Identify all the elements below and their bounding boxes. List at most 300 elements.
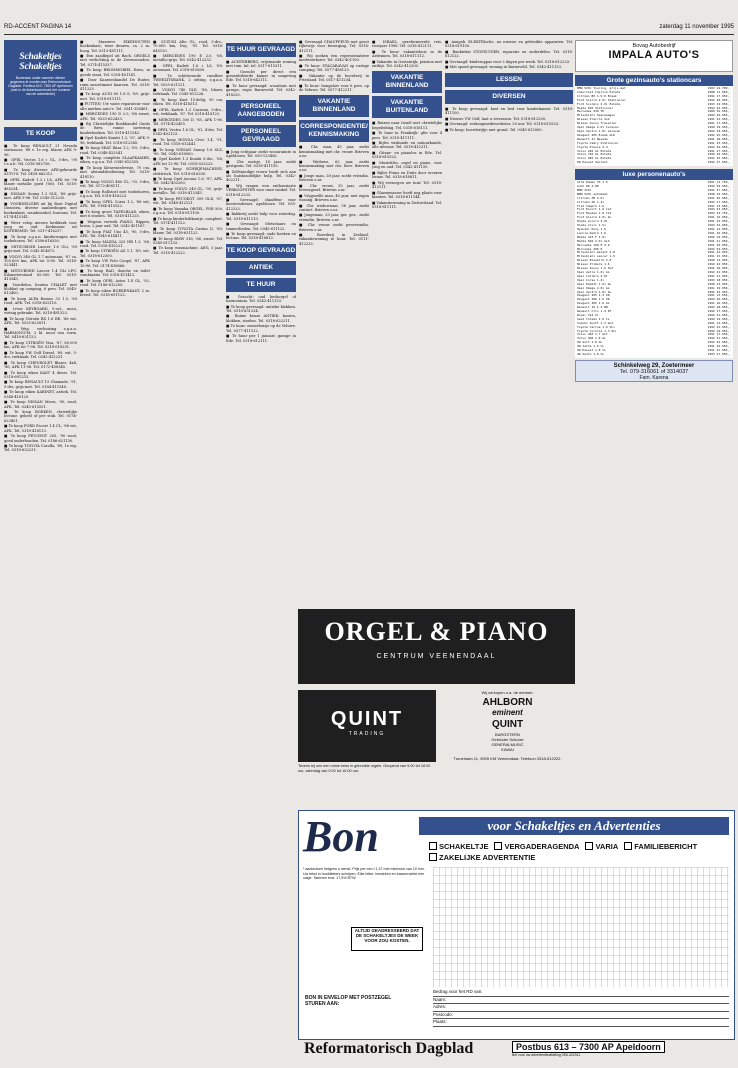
brand-list xyxy=(440,690,575,802)
car-price: 1992 42.950,- xyxy=(707,144,731,149)
car-price: 1992 27.950,- xyxy=(707,160,731,165)
car-model: Ford Escort 1.6 CLX xyxy=(577,207,612,212)
section-te-huur-gevraagd: TE HUUR GEVRAAGD xyxy=(226,43,296,57)
ad-list xyxy=(445,40,573,70)
classified-ad: ■ Te koop RENAULT 19 Chamade, '91, 5-drs, grijs-met. Tel. 0184-411540. xyxy=(4,380,77,389)
car-model: Opel Astra 1.6i GL xyxy=(577,269,610,274)
classified-ad: ■ Te koop MAZDA 323 HB 1.3, '88, rood. Tel. 0316-415221. xyxy=(80,239,150,248)
classified-ad: ■ Vakantiewoning in Zwitserland. Tel. 0318-611111. xyxy=(372,200,442,209)
classified-ad: ■ Te huur: zomerhuisje op de Veluwe. Tel. 0577-411122. xyxy=(226,324,296,333)
classified-ad: ■ Massieve EIKEHOUTEN boekenkast, twee deuren, ca. 2 m. hoog. Tel. 0313-481111. xyxy=(80,40,150,53)
car-price: 1991 17.950,- xyxy=(707,121,731,126)
car-model: Hyundai Pony 1.5 xyxy=(577,227,606,231)
ad-list xyxy=(299,40,369,92)
category-checkbox[interactable]: ZAKELIJKE ADVERTENTIE xyxy=(429,852,535,863)
ad-list xyxy=(226,60,296,97)
classified-ad: ■ Te huur in Frankrijk: gîte voor 4 pers. Tel. 0318-411111. xyxy=(372,131,442,140)
category-checkbox[interactable]: VARIA xyxy=(585,841,618,852)
brand-item: GENERALMUSIC xyxy=(491,742,524,747)
car-price: 1993 34.950,- xyxy=(707,101,731,106)
classified-ad: ■ Te koop VOLVO 240 GL, '90, grijs-metallic. Tel. 0318-412345. xyxy=(153,187,223,196)
car-model: Opel Omega 2.0i GL xyxy=(577,285,610,290)
classified-ad: ■ Te koop VOLVO 460 GL, '93, 5-drs, wit. Tel. 0172-408111. xyxy=(80,180,150,189)
section-diversen: DIVERSEN xyxy=(445,90,573,104)
order-form xyxy=(298,810,735,1040)
ad-list xyxy=(226,295,296,343)
bon-headline: voor Schakeltjes en Advertenties xyxy=(419,817,729,835)
bon-notice: ALTIJD GEADRESSEERD DAT DE SCHAKELTJES DE WEEK VOOR ZOU KOSTEN. xyxy=(351,927,423,951)
classified-ad: ■ Te huur: STACARAVAN op rustige camping. Tel. 0577-456123. xyxy=(299,64,369,73)
car-model: Ford Sierra 2.0i GL xyxy=(577,215,612,220)
car-price: 1993 18.950,- xyxy=(707,277,731,282)
car-model: VW Passat 1.8 CL xyxy=(577,348,606,353)
car-model: Alfa Romeo 33 1.5 xyxy=(577,180,608,185)
bon-instructions: * aankruisen hetgeen u wenst. Prijs per mm f 1,37 met minimum van 10 mm. Uw tekst in hoofdletters schrijven. Elke letter, leesteken en tussenruimte een vakje. Tarieven excl. 17,5% BTW. xyxy=(303,867,425,880)
car-price: 1990 32.950,- xyxy=(707,191,731,196)
classified-ad: ■ Gevraagd: Metselaars en timmerlieden. Tel. 0345-611122. xyxy=(226,222,296,231)
car-price: 1991 31.950,- xyxy=(707,273,731,278)
car-price: 1991 21.950,- xyxy=(707,250,731,255)
classified-ad: ■ ISRAËL, gereformeerde reis, voorjaar 1996. Tel. 0318-412111. xyxy=(372,40,442,49)
car-price: 1991 27.950,- xyxy=(707,187,731,192)
car-model: Opel Calibra 2.0i xyxy=(577,273,608,278)
car-price: 1993 24.950,- xyxy=(707,223,731,228)
classified-ad: ■ Te koop complete SLAAPKAMER, eiken, z.g.a.n. Tel. 0345-612555. xyxy=(80,156,150,165)
car-model: Toyota Camry Stationcar xyxy=(577,140,619,145)
classified-ad: ■ Te koop kleurentelevisie, 70 cm, met afstandsbediening. Tel. 0318-418110. xyxy=(80,165,150,179)
car-price: 1992 19.950,- xyxy=(707,128,731,133)
car-price: 1991 21.950,- xyxy=(707,238,731,243)
ad-list xyxy=(372,121,442,209)
classified-ad: ■ Te koop gevraagd: oude boeken en lectuur. Tel. 0318-418812. xyxy=(226,232,296,241)
classified-ad: ■ VOLVO 740 GLE, '88, blauw, trekhaak. Tel. 0345-612226. xyxy=(153,88,223,97)
car-price: 1993 44.700,- xyxy=(707,86,731,90)
car-model: Volvo 740 GL Estate xyxy=(577,152,612,157)
car-price: 1991 21.950,- xyxy=(707,348,731,353)
car-price: 1991 12.950,- xyxy=(707,320,731,325)
classified-ad: ■ Chr. meisje, 18 jaar, zoekt gastgezin. Tel. 0318-411155. xyxy=(226,159,296,169)
classified-ad: ■ Te koop gevraagd: antieke klokken. Tel. 0318-631234. xyxy=(226,304,296,313)
classified-ad: ■ Te koop gevraagd: kast en bed voor kinderkamer. Tel. 0318-411100. xyxy=(445,106,573,115)
brand-item: KAWAI xyxy=(501,747,514,752)
classified-ad: ■ Te koop eiken KAST 4 deurs. Tel. 0318-691233. xyxy=(4,370,77,379)
ad-column-5 xyxy=(299,40,369,605)
classified-ad: ■ Te koop AUDI 80 1.8 S, '89, grijs-met. Tel. 0318-611111. xyxy=(80,92,150,101)
classified-ad: ■ Wij vragen een enthousiaste VERKOOPSTER voor onze winkel. Tel. 0318-612233. xyxy=(226,183,296,197)
bon-send-instructions: BON IN ENVELOP MET POSTZEGEL STUREN AAN: xyxy=(305,995,392,1007)
impala-phone: Tel. 079-316061 of 3314037 xyxy=(619,368,689,375)
text-entry-grid[interactable] xyxy=(433,867,729,987)
impala-title: IMPALA AUTO'S xyxy=(608,49,700,61)
schakeltjes-banner xyxy=(4,40,77,120)
car-model: Peugeot 405 1.6 GL xyxy=(577,301,610,306)
form-field[interactable]: Plaats: xyxy=(433,1019,729,1027)
impala-logo xyxy=(575,40,733,72)
classified-ad: ■ Wegens vertrek PIANO, Rippen, bruin, 2 jaar oud. Tel. 0342-451167. xyxy=(80,219,150,229)
orgel-title: ORGEL & PIANO xyxy=(324,617,549,646)
impala-contact xyxy=(575,360,733,382)
classified-ad: ■ Bij Christelijke Boekhandel Guido de Bres, ruime sortering kinderboeken. Tel. 0318-411542. xyxy=(80,122,150,135)
car-model: Mazda 626 2.0i GLX xyxy=(577,238,610,243)
car-price: 1992 22.950,- xyxy=(707,262,731,267)
car-model: Citroën XM 2.0i xyxy=(577,195,605,200)
classified-ad: ■ Te huur: bungalow voor 6 pers. op de Veluwe. Tel. 0577-412211. xyxy=(299,83,369,93)
car-price: 1991 16.950,- xyxy=(707,301,731,306)
car-price: 1991 17.950,- xyxy=(707,332,731,337)
classified-ad: ■ Te koop PEUGEOT 205, '90 rood, goed onderhouden. Tel. 0186-621130. xyxy=(4,434,77,443)
classified-ad: ■ Gezocht per direct een gemeubileerde kamer in omgeving Ede. Tel. 0318-642111. xyxy=(226,69,296,83)
classified-ad: ■ Ruime keuze ANTIEK: kasten, klokken, stoelen. Tel. 0318-622211. xyxy=(226,314,296,323)
form-field[interactable]: Postcode: xyxy=(433,1012,729,1020)
page-header xyxy=(4,24,734,35)
car-price: 1991 23.950,- xyxy=(707,219,731,224)
car-model: Ford Sierra 2.0i Stationcar xyxy=(577,97,626,102)
bon-title: Bon xyxy=(303,812,379,861)
classified-ad: ■ Te koop Yamaha ORGEL, PSR 500, z.g.a.n. Tel. 0318-611100. xyxy=(153,206,223,216)
car-model: Renault 19 1.4 RN xyxy=(577,305,608,310)
car-price: 1992 24.950,- xyxy=(707,105,731,110)
car-price: 1992 25.950,- xyxy=(707,132,731,137)
car-price: 1991 18.950,- xyxy=(707,136,731,141)
classified-ad: ■ Te koop groot TAFELBLAD, eiken, met 6 stoelen. Tel. 0318-411225. xyxy=(80,209,150,219)
classified-ad: ■ Te koop Kast 15-delig, 90 cm, eiken. Tel. 0318-418313. xyxy=(153,98,223,107)
ad-column-2 xyxy=(80,40,150,1038)
car-row xyxy=(577,161,731,165)
classified-ad: ■ NISSAN Sunny 1.3 SLX, '88 grijs-met. APK 9-96. Tel. 0345-512235. xyxy=(4,192,77,201)
ad-list xyxy=(153,40,223,255)
car-price: 1991 16.950,- xyxy=(707,230,731,235)
classified-ad: ■ Te koop HONDA Civic 1.4, '91, rood. Tel. 0318-612441. xyxy=(153,137,223,146)
classified-ad: ■ Voordelen, houten CHALET met blokhut op camping, 6 pers. Tel. 0345-612400. xyxy=(4,282,77,296)
car-price: 1993 26.950,- xyxy=(707,297,731,302)
car-model: Volvo 460 1.8 GL xyxy=(577,336,606,341)
classified-ad: ■ Jongeman, 33 jaar, ger. gez., zoekt vriendin. Brieven o.nr. xyxy=(299,213,369,222)
quint-logo xyxy=(298,690,436,762)
banner-text: Bovenaan onder nummer dienen gegevens te worden aan Reformatorisch Dagblad. Postbus 613, 7300 AP Apeldoorn (met in de linkerbovenhoek het nummer van de advertentie) xyxy=(8,76,73,96)
car-price: 1990 12.950,- xyxy=(707,258,731,263)
classified-ad: ■ Te koop BAD, douche en toilet combinatie. Tel. 0318-411412. xyxy=(80,269,150,278)
classified-ad: ■ Bauktekst STOFZUIGER, reparatie en onderdelen. Tel. 0318-612122. xyxy=(445,49,573,59)
classified-ad: ■ Vrijgezelle man, 40 jaar, met eigen woning. Brieven o.nr. xyxy=(299,193,369,202)
classified-ad: ■ MITSUBISHI Lancer 1.6 GLi, '89 grijs-met. Tel. 0342-414672. xyxy=(4,244,77,253)
classified-ad: ■ Weduwe, 62 jaar, zoekt kennismaking met chr. heer. Brieven o.nr. xyxy=(299,159,369,173)
car-model: Mercedes 190 E 2.0 xyxy=(577,242,610,247)
classified-ad: ■ Gevraagd CHAUFFEUR met groot rijbewijs voor bezorging. Tel. 0318-412111. xyxy=(299,40,369,53)
ad-list xyxy=(372,40,442,68)
classified-ad: ■ Jong echtpaar zoekt woonruimte in Apeldoorn. Tel. 055-123456. xyxy=(226,149,296,159)
classified-ad: ■ Te koop kinderledikantje, compleet. Tel. 0174-411122. xyxy=(153,216,223,226)
car-price: 1993 34.750,- xyxy=(707,211,731,216)
classified-ad: ■ Gezocht: oud kerkorgel of harmonium. Tel. 0342-411133. xyxy=(226,294,296,303)
classified-ad: ■ Weg. verhuizing z.g.a.n. HARMONIUM, 2 kl. mooi van vorm. Tel. 0418-631123. xyxy=(4,326,77,340)
car-price: 1992 29.950,- xyxy=(707,113,731,118)
form-field[interactable]: Adres: xyxy=(433,1004,729,1012)
classified-ad: ■ Te koop ALFA Romeo 33 1.5, '89 rood, APK. Tel. 0318-632110. xyxy=(4,297,77,306)
car-model: Opel Kadett 1.6i GL xyxy=(577,281,612,286)
classified-ad: ■ MERCEDES 190 E 2.0, '88, metallic-grijs. Tel. 0342-412232. xyxy=(153,54,223,63)
car-model: Honda Civic 1.5i xyxy=(577,223,606,228)
car-price: 1992 20.950,- xyxy=(707,97,731,102)
section-vakantie-binnenland-2: VAKANTIE BINNENLAND xyxy=(372,71,442,93)
classified-ad: ■ Te koop Rollstoel met toebehoren, z.g.a.n. Tel. 0318-416223. xyxy=(80,190,150,199)
car-model: Mazda 626 Stationcar xyxy=(577,105,614,110)
classified-ad: ■ PUTTEN: Uw vaste reparateur voor alle merken auto's. Tel. 0341-358461. xyxy=(80,102,150,111)
stationcars-list xyxy=(575,86,733,166)
car-model: Seat Toledo 1.6 CL xyxy=(577,316,610,321)
classified-ad: ■ Boerderij in Zeeland, vakantiewoning te huur. Tel. 0111-412233. xyxy=(299,233,369,246)
car-price: 1990 29.950,- xyxy=(707,152,731,157)
section-vakantie-binnenland: VAKANTIE BINNENLAND xyxy=(299,95,369,117)
classified-ad: ■ Vakantie in Oostenrijk, pension met ontbijt. Tel. 0342-412200. xyxy=(372,59,442,69)
section-vakantie-buitenland: VAKANTIE BUITENLAND xyxy=(372,96,442,118)
car-model: Peugeot 405 Break GLD xyxy=(577,132,615,137)
car-price: 1991 16.950,- xyxy=(707,266,731,271)
car-model: Opel Vectra 1.8i GL xyxy=(577,289,612,294)
classified-ad: ■ Te koop OPEL Corsa 1.2, '88 wit, APK. Tel. 0184-415522. xyxy=(80,199,150,209)
car-model: Mitsubishi Spacewagon xyxy=(577,113,615,118)
brand-lines xyxy=(440,732,575,752)
luxe-list xyxy=(575,180,733,358)
classified-ad: ■ Bijles Frans en Duits door ervaren leraar. Tel. 0318-618811. xyxy=(372,170,442,180)
classified-ad: ■ Reizen naar Israël met christelijke begeleiding. Tel. 0318-616111. xyxy=(372,121,442,130)
car-price: 1992 17.950,- xyxy=(707,309,731,314)
car-price: 1992 21.950,- xyxy=(707,336,731,341)
classified-ad: ■ Te huur gevraagd: woonhuis met garage, regio Barneveld. Tel. 0342-418220. xyxy=(226,84,296,97)
classified-ad: ■ Te koop CHEVROLET Blazer, 4x4, '86, APK 11-96. Tel. 0172-408345. xyxy=(4,360,77,369)
classified-ad: ■ Jonge man, 28 jaar, zoekt vriendin. Brieven o.nr. xyxy=(299,173,369,183)
classified-ad: ■ Chr. weduwnaar, 58 jaar, zoekt contact. Brieven o.nr. xyxy=(299,203,369,212)
classified-ad: ■ OPEL Vectra 1.6 GL, '91, 4-drs. Tel. 0342-402123. xyxy=(153,127,223,137)
ad-list xyxy=(299,145,369,246)
classified-ad: ■ Te koop eiken KABINET, antiek. Tel. 0348-416120. xyxy=(4,390,77,399)
section-correspondentie: CORRESPONDENTIE/ KENNISMAKING xyxy=(299,120,369,142)
classified-ad: ■ OPEL Kadett 1.3 Caravan, 5-drs., wit, trekhaak, '87. Tel. 0318-418123. xyxy=(153,107,223,117)
quint-subtitle: TRADING xyxy=(348,731,386,737)
section-te-koop: TE KOOP xyxy=(4,127,77,141)
car-price: 1992 22.950,- xyxy=(707,289,731,294)
car-model: Citroën BX 1.9 D Break xyxy=(577,93,617,98)
classified-ad: ■ Weer volop nieuwe kerkkerk voor jong en oud. Kerkmusic uit KOTERSMID. Tel. 0317-416237. xyxy=(4,220,77,234)
classified-ad: ■ MERCEDES 190 D 2.5, '88 zwart, APK. Tel. 0525-622433. xyxy=(80,112,150,121)
classified-ad: ■ MERCEDES 300 D, '85, APK 1-96. Tel. 0174-422455. xyxy=(153,117,223,127)
stationcars-title: Grote gezinsauto's stationcars xyxy=(575,75,733,86)
classified-ad: ■ Glazenwasser heeft nog plaats voor klanten. Tel. 0318-611144. xyxy=(372,190,442,199)
category-checkbox[interactable]: VERGADERAGENDA xyxy=(494,841,579,852)
car-price: 1992 22.950,- xyxy=(707,340,731,345)
car-price: 1992 19.950,- xyxy=(707,316,731,321)
classified-ad: ■ Zelfstandige vrouw biedt zich aan als huishoudelijke hulp. Tel. 0342-402211. xyxy=(226,169,296,183)
brands-intro: Wij verkopen o.a. de merken: xyxy=(481,690,534,695)
orgel-address: Turnerlaan 11, 3905 KM Veenendaal. Telefoon 0318-512222. xyxy=(453,756,562,761)
classified-ad: ■ Chr. man, 45 jaar, zoekt kennismaking met chr. vrouw. Brieven o.nr. xyxy=(299,145,369,159)
classified-ad: ■ Te koop PEUGEOT 309 GLD, '87, wit. Tel. 0348-412121. xyxy=(153,196,223,206)
section-lessen: LESSEN xyxy=(445,73,573,87)
classified-ad: ■ OPEL Vectra 1.6 i GL, 5-drs, '90 t.e.a.b. Tel. 0318-582756. xyxy=(4,158,77,167)
car-model: Opel Omega 2.0i Caravan xyxy=(577,125,619,130)
car-model: Volvo 940 GL Estate xyxy=(577,156,612,161)
ad-column-4 xyxy=(226,40,296,1038)
classified-ad: ■ Te koop SCHRIJFMACHINE, elektrisch. Tel. 0318-616200. xyxy=(153,167,223,176)
category-checkboxes[interactable] xyxy=(429,841,729,863)
classified-ad: ■ SUZUKI Alto GL, rood, 5-drs., 70.000 km, bwj. '91. Tel. 0318-645120. xyxy=(153,40,223,53)
rd-small: Bel voor uw advertentieafdeling 055-422311 xyxy=(512,1053,581,1057)
section-personeel-gevraagd: PERSONEEL GEVRAAGD xyxy=(226,125,296,147)
classified-ad: ■ VOLVO 340 GL 1.7 automaat, '87 ca. 105.000 km, APK tot 5-96. Tel. 0316-523441. xyxy=(4,254,77,268)
classified-ad: ■ ACHTERBERG, vrijstaande woning met tuin. Inl. tel. 0317-615311. xyxy=(226,60,296,69)
car-price: 1991 12.950,- xyxy=(707,227,731,231)
section-antiek: ANTIEK xyxy=(226,261,296,275)
classified-ad: ■ Te koop OPEL Astra 1.4 GL, '92, rood. Tel. 0186-612200. xyxy=(80,279,150,288)
bon-fields[interactable] xyxy=(433,989,729,1027)
car-model: Renault 21 Nevada xyxy=(577,136,608,141)
classified-ad: ■ Ivoor KEYBOARD, 5-oct., mooi, weinig gebruikt. Tel. 0318-481523. xyxy=(4,306,77,316)
quint-note: Tevens bij ons een ruime keus in gebruikte orgels. Geopend van 9.00 tot 18.00 uur, zaterdag van 9.00 tot 16.00 uur. xyxy=(298,764,431,773)
car-model: Suzuki Swift 1.3 GLX xyxy=(577,320,614,325)
classified-ad: ■ Te koop FORD Escort 1.4 CL, '88 wit, APK. Tel. 0318-418113. xyxy=(4,424,77,433)
classified-ad: ■ Gevraagd: verkoopmedewerkster, 20 uur. Tel. 0318-615533. xyxy=(445,122,560,127)
car-model: Opel Corsa 1.4i xyxy=(577,277,605,282)
rd-footer xyxy=(298,1040,733,1060)
car-model: Nissan Sunny 1.6 SLX xyxy=(577,266,614,271)
brand-item: BARGSTERN xyxy=(495,732,520,737)
ad-column-1 xyxy=(4,124,77,1038)
brand-quint: QUINT xyxy=(491,719,524,730)
classified-ad: ■ MITSUBISHI Lancer 1.4 GLi LPG. Kilometerstand 65.000. Tel. 0318-413345. xyxy=(4,268,77,282)
classified-ad: ■ Gevraagd: kinderoppas voor 2 dagen per week. Tel. 0318-612233. xyxy=(445,59,571,64)
banner-title: Schakeltjes Schakeltjes xyxy=(19,52,62,72)
classified-ad: ■ Gevraagd: chauffeur voor koeriersdienst, Apeldoorn. Tel. 055-412223. xyxy=(226,198,296,211)
category-checkbox[interactable]: SCHAKELTJE xyxy=(429,841,488,852)
classified-ad: ■ Te schitterende rundleer TWEEZITSBANK, 2 zitting, z.g.a.n. Tel. 0525-621121. xyxy=(153,73,223,87)
car-price: 1993 27.950,- xyxy=(707,352,731,356)
orgel-piano-advertisement xyxy=(298,609,575,684)
classified-ad: ■ Te koop Citroën BX 1.6 RE, '88 wit, APK. Tel. 0525-622811. xyxy=(4,316,77,326)
car-model: Opel Vectra 1.8i Caravan xyxy=(577,128,621,133)
classified-ad: ■ Chr. vrouw zoekt penvriendin. Brieven o.nr. xyxy=(299,223,369,232)
form-field[interactable]: Bedrag voor het RD van: xyxy=(433,989,729,997)
classified-ad: ■ Te koop TOYOTA Corolla, '89, 1e eig. Tel. 0318-652231. xyxy=(4,444,77,453)
classified-ad: ■ Opel Kadett 1.3 Kombi 5-drs., '88, APK tot 12-96. Tel. 0318-523223. xyxy=(153,157,223,166)
rd-name: Reformatorisch Dagblad xyxy=(304,1040,474,1057)
luxe-title: luxe personenauto's xyxy=(575,169,733,180)
car-row xyxy=(577,353,731,357)
car-model: Mercedes 230 TE xyxy=(577,109,605,114)
classified-ad: ■ Een zaadlepel uit Bach. ORGELS met verlichting in de Zevenwouden. Tel. 0174-415337. xyxy=(80,54,150,67)
car-model: Peugeot 306 1.6 XR xyxy=(577,297,610,302)
car-model: Audi 80 2.0E xyxy=(577,184,599,189)
car-price: 1991 23.950,- xyxy=(707,140,731,145)
impala-owner: Fam. Karena xyxy=(639,374,669,381)
car-model: VW Jetta 1.6 CL xyxy=(577,344,605,349)
car-price: 1989 36.950,- xyxy=(707,109,731,114)
ad-list xyxy=(4,144,77,453)
brand-item: Gebrüder Schulze xyxy=(491,737,524,742)
header-left: RD-ACCENT PAGINA 14 xyxy=(4,24,72,30)
car-model: BMW 316i xyxy=(577,187,592,192)
classified-ad: ■ Te huur: vakantiehuis in de Ardennen. Tel. 0318-611112. xyxy=(372,49,442,59)
car-price: 1988 11.950,- xyxy=(707,89,731,94)
car-price: 1991 22.950,- xyxy=(707,117,731,122)
car-model: Fiat Tempra 1.6 xyxy=(577,203,605,208)
classified-ad: ■ OPEL Kadett 1.3 i LS, APK tot '96 blauw metallic goed ('86). Tel. 0318-485234. xyxy=(4,177,77,191)
ad-column-6 xyxy=(372,40,442,605)
classified-ad: ■ Te koop BROMMOBIEL Estro, in goede staat. Tel. 0318-451141. xyxy=(80,68,150,77)
car-model: Citroën ZX 1.4i xyxy=(577,199,605,204)
car-model: BMW 520i Touring, grijs-met xyxy=(577,86,626,90)
car-price: 1991 26.950,- xyxy=(707,195,731,200)
car-model: Peugeot 205 1.4 XR xyxy=(577,293,610,298)
classified-ad: ■ Te koop NISSAN Micra, '90, rood, APK. Tel. 0345-615551. xyxy=(4,400,77,409)
classified-ad: ■ Te huur per 1 januari: garage in Ede. Tel. 0318-612111. xyxy=(226,334,296,343)
ad-list xyxy=(80,40,150,298)
car-model: Honda Accord 2.0i xyxy=(577,219,608,224)
car-model: Lancia Dedra 1.6 xyxy=(577,230,606,235)
car-price: 1992 17.950,- xyxy=(707,199,731,204)
car-price: 1991 19.950,- xyxy=(707,285,731,290)
classified-ad: ■ Wij zoeken een representatieve medewerkster. Tel. 0342-401100. xyxy=(299,54,369,63)
car-model: VW Vento 1.8 CL xyxy=(577,352,605,356)
header-date: zaterdag 11 november 1995 xyxy=(659,24,734,30)
car-price: 1991 16.950,- xyxy=(707,344,731,349)
car-price: 1992 21.950,- xyxy=(707,312,731,317)
car-model: BMW 520i automaat xyxy=(577,191,608,196)
ad-column-7 xyxy=(445,40,573,605)
orgel-subtitle: CENTRUM VEENENDAAL xyxy=(376,653,497,660)
car-model: Mitsubishi Lancer 1.5 xyxy=(577,254,615,259)
car-model: Toyota Carina 1.6 XLi xyxy=(577,324,615,329)
classified-ad: ■ Te koop VW Golf Diesel, '89, wit, 5-drs, trekhaak. Tel. 0342-412231. xyxy=(4,350,77,360)
classified-ad: ■ Te koop eiken BOEKENKAST, 2 m. breed. Tel. 0318-691122. xyxy=(80,288,150,298)
classified-ad: ■ Te koop: boerderijtje met grond. Tel. 0345-612000. xyxy=(445,127,543,132)
rd-postbus: Postbus 613 – 7300 AP Apeldoorn xyxy=(512,1041,665,1053)
brand-eminent: eminent xyxy=(492,708,523,717)
form-field[interactable]: Naam: xyxy=(433,997,729,1005)
classified-ad: ■ Te koop TOYOTA Carina II, '89, blauw. Tel. 0318-631122. xyxy=(153,226,223,235)
ad-list xyxy=(226,150,296,241)
classified-ad: ■ Bijles wiskunde en natuurkunde, alle niveaus. Tel. 0318-412211. xyxy=(372,141,442,150)
category-checkbox[interactable]: FAMILIEBERICHT xyxy=(624,841,697,852)
classified-ad: ■ Bakkerij zoekt hulp voor zaterdag. Tel. 0318-611110. xyxy=(226,212,296,221)
car-model: Volvo 240 GL Estate xyxy=(577,148,612,153)
classified-ad: ■ Te koop SEAT Ibiza 1.2, '89, 3-drs, rood. Tel. 0348-422541. xyxy=(80,146,150,155)
classified-ad: ■ OPEL Kadett 1.6 i LS, '89, automaat. Tel. 0318-615600. xyxy=(153,64,223,73)
section-te-koop-gevraagd: TE KOOP GEVRAAGD xyxy=(226,244,296,258)
classified-ad: ■ Te koop wasmachine, AEG, 5 jaar. Tel. 0318-412222. xyxy=(153,246,223,255)
car-price: 1991 15.950,- xyxy=(707,254,731,259)
classified-ad: ■ Aangeb. ELEKTRIsche, nu nieuwe en gebruikte apparaten. Tel. 0318-619100. xyxy=(445,40,573,49)
car-price: 1991 13.950,- xyxy=(707,293,731,298)
car-model: Mazda 323 F 1.6i xyxy=(577,234,606,239)
classified-ad: ■ VOORDELIGER uit bij Bout Digital Diensten, diverse aanbiedingen met boekenkast, wandmeubel, bureaus. Tel. 0174-415341. xyxy=(4,202,77,219)
classified-ad: ■ Gitaar- en pianoles in Ede. Tel. 0318-615522. xyxy=(372,151,442,160)
car-price: 1990 19.950,- xyxy=(707,125,731,130)
car-model: Nissan Bluebird 2.0 xyxy=(577,258,612,263)
car-price: 1990 13.950,- xyxy=(707,281,731,286)
classified-ad: ■ Wij verzorgen uw tuin! Tel. 0318-412111. xyxy=(372,180,442,190)
car-price: 1992 36.950,- xyxy=(707,156,731,161)
car-price: 1992 19.950,- xyxy=(707,234,731,239)
car-model: Toyota Previa 2.4 xyxy=(577,144,608,149)
classified-ad: ■ Met spoed gevraagd: woning in Barneveld. Tel. 0342-411133. xyxy=(445,65,563,70)
quint-title: QUINT xyxy=(330,708,404,730)
classified-ad: ■ Te koop Opel Ascona 1.6, '87, APK. Tel. 0342-452200. xyxy=(153,177,223,186)
car-model: Rover 214 Si xyxy=(577,312,599,317)
car-model: Mercedes 200 E xyxy=(577,246,603,251)
impala-subtitle: Bovag Autobedrijf xyxy=(632,43,676,49)
impala-address: Schinkelweg 29, Zoetermeer xyxy=(613,362,695,369)
classified-ad: ■ Te koop CITROËN AX 1.1, '89, wit. Tel. 0318-612300. xyxy=(80,249,150,258)
car-price: 1992 54.950,- xyxy=(707,246,731,251)
